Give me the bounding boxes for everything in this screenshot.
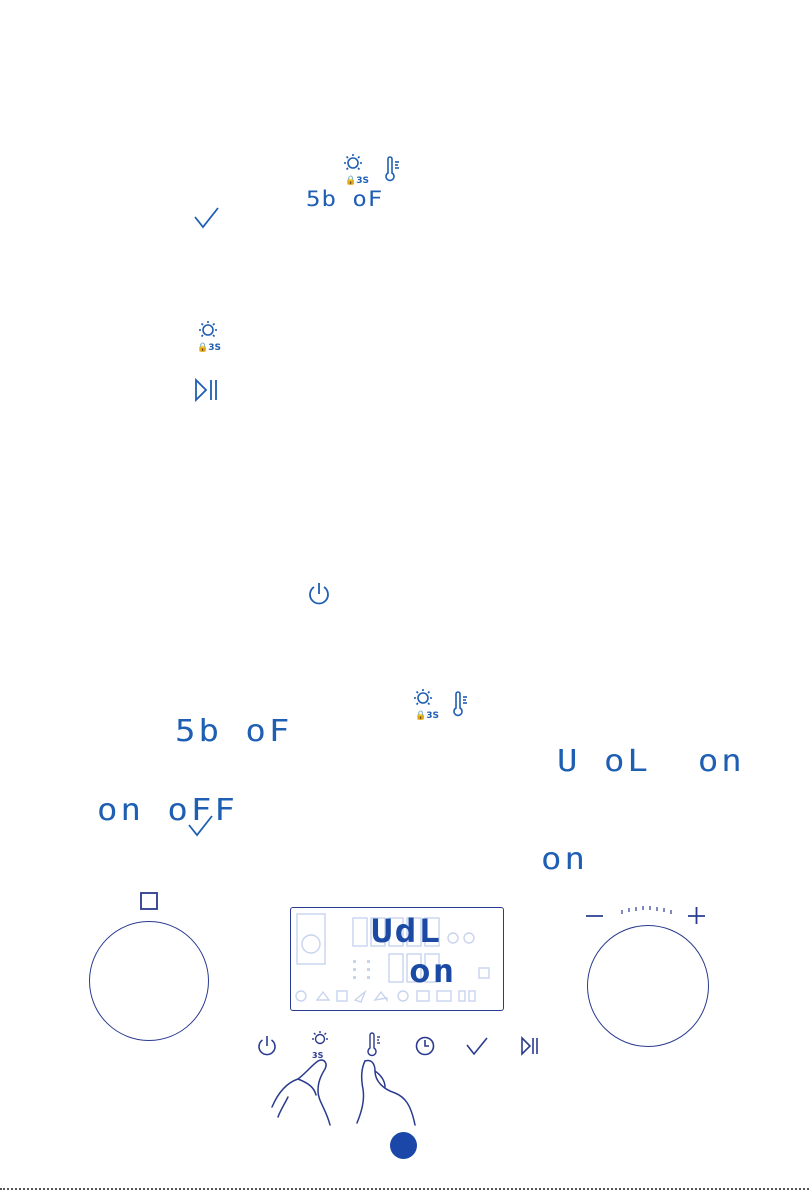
control-panel <box>0 880 809 1180</box>
play-pause-icon <box>194 378 220 402</box>
light-icon <box>338 153 368 185</box>
core-probe-button[interactable] <box>366 1032 384 1058</box>
function-knob-marker-icon <box>140 892 160 912</box>
plus-icon <box>688 907 706 925</box>
svg-text:🔒3S: 🔒3S <box>197 343 221 353</box>
clock-button[interactable] <box>414 1035 436 1057</box>
finger-left-icon <box>268 1057 338 1127</box>
segment-vol-on: U oL on <box>557 743 745 780</box>
segment-on: on <box>541 841 588 878</box>
finger-right-icon <box>355 1057 425 1127</box>
bottom-border <box>0 1188 809 1190</box>
segment-sb-of-2: 5b oF <box>175 713 293 750</box>
function-knob[interactable] <box>89 921 209 1041</box>
minus-icon <box>586 914 604 918</box>
confirm-button[interactable] <box>466 1037 488 1055</box>
light-icon <box>193 320 223 352</box>
svg-text:🔒3S: 🔒3S <box>345 176 369 186</box>
power-button[interactable] <box>256 1035 278 1057</box>
display-line-1: UdL <box>371 913 443 951</box>
core-probe-icon <box>383 156 403 184</box>
svg-text:🔒3S: 🔒3S <box>415 711 439 721</box>
display-line-2: on <box>409 953 457 991</box>
oven-display <box>290 907 504 1011</box>
start-pause-button[interactable] <box>520 1036 540 1056</box>
svg-text:3S: 3S <box>312 1051 324 1060</box>
light-button[interactable] <box>307 1030 333 1060</box>
check-icon <box>188 815 214 837</box>
segment-sb-of-1: 5b oF <box>306 186 384 212</box>
core-probe-icon <box>451 691 471 719</box>
segment-on-off: on oFF <box>97 792 238 829</box>
scale-ticks-icon <box>620 904 674 916</box>
temperature-knob[interactable] <box>587 925 709 1047</box>
power-icon <box>306 581 332 607</box>
check-icon <box>194 207 220 229</box>
light-icon <box>408 688 438 720</box>
step-number-badge <box>390 1132 417 1159</box>
